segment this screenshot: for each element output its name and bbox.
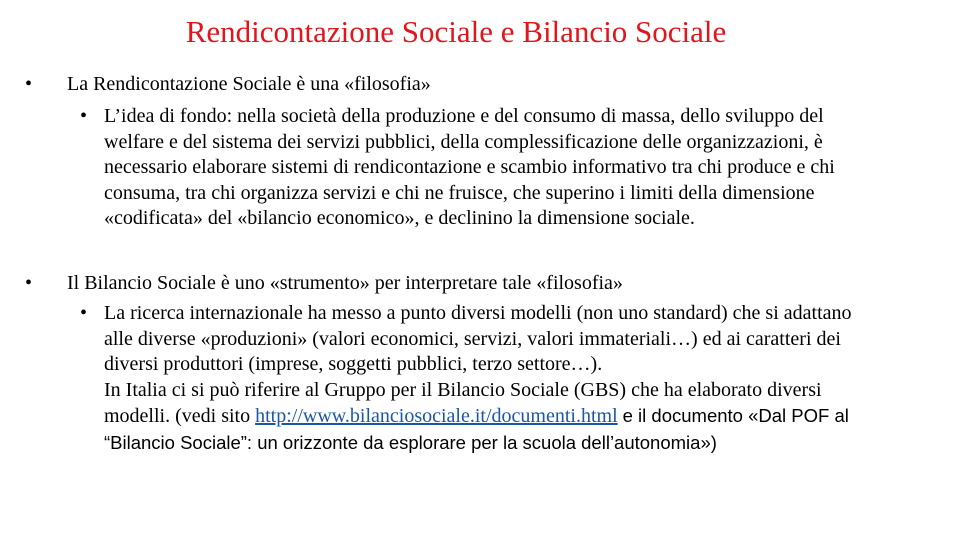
bullet-icon: • bbox=[25, 73, 33, 95]
bullet-icon: • bbox=[80, 105, 88, 127]
bullet-text: La Rendicontazione Sociale è una «filosofia» bbox=[67, 73, 431, 95]
bullet-icon: • bbox=[25, 272, 33, 294]
bullet-icon: • bbox=[80, 302, 88, 324]
documento-reference: e il documento «Dal POF al “Bilancio Sociale”: un orizzonte da esplorare per la scuola dell’autonomia») bbox=[104, 405, 849, 453]
bullet-item-rendicontazione bbox=[25, 72, 925, 97]
bullet-text: Il Bilancio Sociale è uno «strumento» per interpretare tale «filosofia» bbox=[67, 272, 623, 294]
bilanciosociale-link[interactable]: http://www.bilanciosociale.it/documenti.html bbox=[255, 405, 618, 427]
slide-title: Rendicontazione Sociale e Bilancio Sociale bbox=[185, 14, 727, 49]
sub-bullet-idea-di-fondo bbox=[80, 104, 880, 232]
sub-bullet-text: La ricerca internazionale ha messo a punto diversi modelli (non uno standard) che si adattano alle diverse «produzioni» (valori economici, servizi, valori immateriali…) ed ai caratteri dei diversi produttori (imprese, soggetti pubblici, terzo settore…). bbox=[104, 302, 852, 375]
sub-bullet-text-gbs: In Italia ci si può riferire al Gruppo per il Bilancio Sociale (GBS) che ha elaborato diversi modelli. (vedi sito bbox=[104, 378, 822, 427]
sub-bullet-text: L’idea di fondo: nella società della produzione e del consumo di massa, dello sviluppo del welfare e del sistema dei servizi pubblici, della complessificazione delle organizzazioni, è necessario elaborare sistemi di rendicontazione e scambio informativo tra chi produce e chi consuma, tra chi organizza servizi e chi ne fruisce, che superino i limiti della dimensione «codificata» del «bilancio economico», e declinino la dimensione sociale. bbox=[104, 105, 835, 229]
sub-bullet-ricerca bbox=[80, 301, 880, 456]
bullet-item-bilancio bbox=[25, 271, 925, 296]
